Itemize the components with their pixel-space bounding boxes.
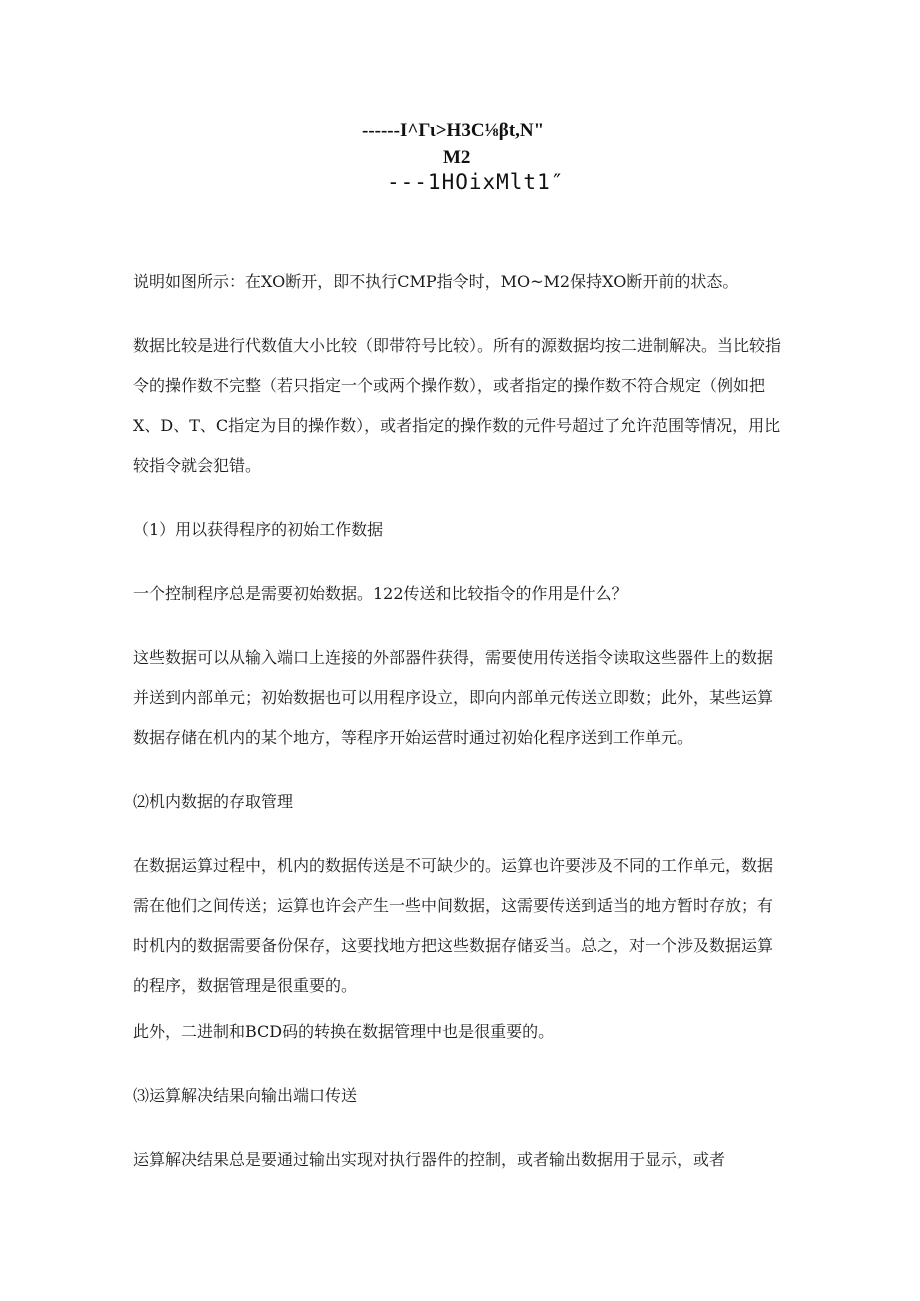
paragraph-bcd-conversion: 此外，二进制和BCD码的转换在数据管理中也是很重要的。 <box>133 1022 555 1041</box>
document-body <box>133 262 783 1180</box>
figure-text-line-3: ---1HOixMlt1″ <box>387 170 565 194</box>
paragraph-data-management: 在数据运算过程中，机内的数据传送是不可缺少的。运算也许要涉及不同的工作单元，数据需在他们之间传送；运算也许会产生一些中间数据，这需要传送到适当的地方暂时存放；有时机内的数据需要备份保存，这要找地方把这些数据存储妥当。总之，对一个涉及数据运算的程序，数据管理是很重要的。 <box>133 856 774 995</box>
paragraph-figure-note: 说明如图所示：在XO断开，即不执行CMP指令时，MO~M2保持XO断开前的状态。 <box>133 272 739 291</box>
section-heading-2: ⑵机内数据的存取管理 <box>133 792 294 811</box>
paragraph-initial-data: 一个控制程序总是需要初始数据。122传送和比较指令的作用是什么？ <box>133 584 628 603</box>
section-heading-1: （1）用以获得程序的初始工作数据 <box>133 520 384 539</box>
paragraph-output-transfer: 运算解决结果总是要通过输出实现对执行器件的控制，或者输出数据用于显示，或者 <box>133 1150 726 1169</box>
figure-text-line-2: M2 <box>443 147 471 168</box>
figure-text-line-1: ------I^Γι>H3C⅛βt,N" <box>362 120 545 141</box>
section-heading-3: ⑶运算解决结果向输出端口传送 <box>133 1086 358 1105</box>
paragraph-data-sources: 这些数据可以从输入端口上连接的外部器件获得，需要使用传送指令读取这些器件上的数据并送到内部单元；初始数据也可以用程序设立，即向内部单元传送立即数；此外，某些运算数据存储在机内的某个地方，等程序开始运营时通过初始化程序送到工作单元。 <box>133 648 774 747</box>
paragraph-compare-rules: 数据比较是进行代数值大小比较（即带符号比较）。所有的源数据均按二进制解决。当比较指令的操作数不完整（若只指定一个或两个操作数），或者指定的操作数不符合规定（例如把X、D、T、C指定为目的操作数），或者指定的操作数的元件号超过了允许范围等情况，用比较指令就会犯错。 <box>133 336 782 475</box>
